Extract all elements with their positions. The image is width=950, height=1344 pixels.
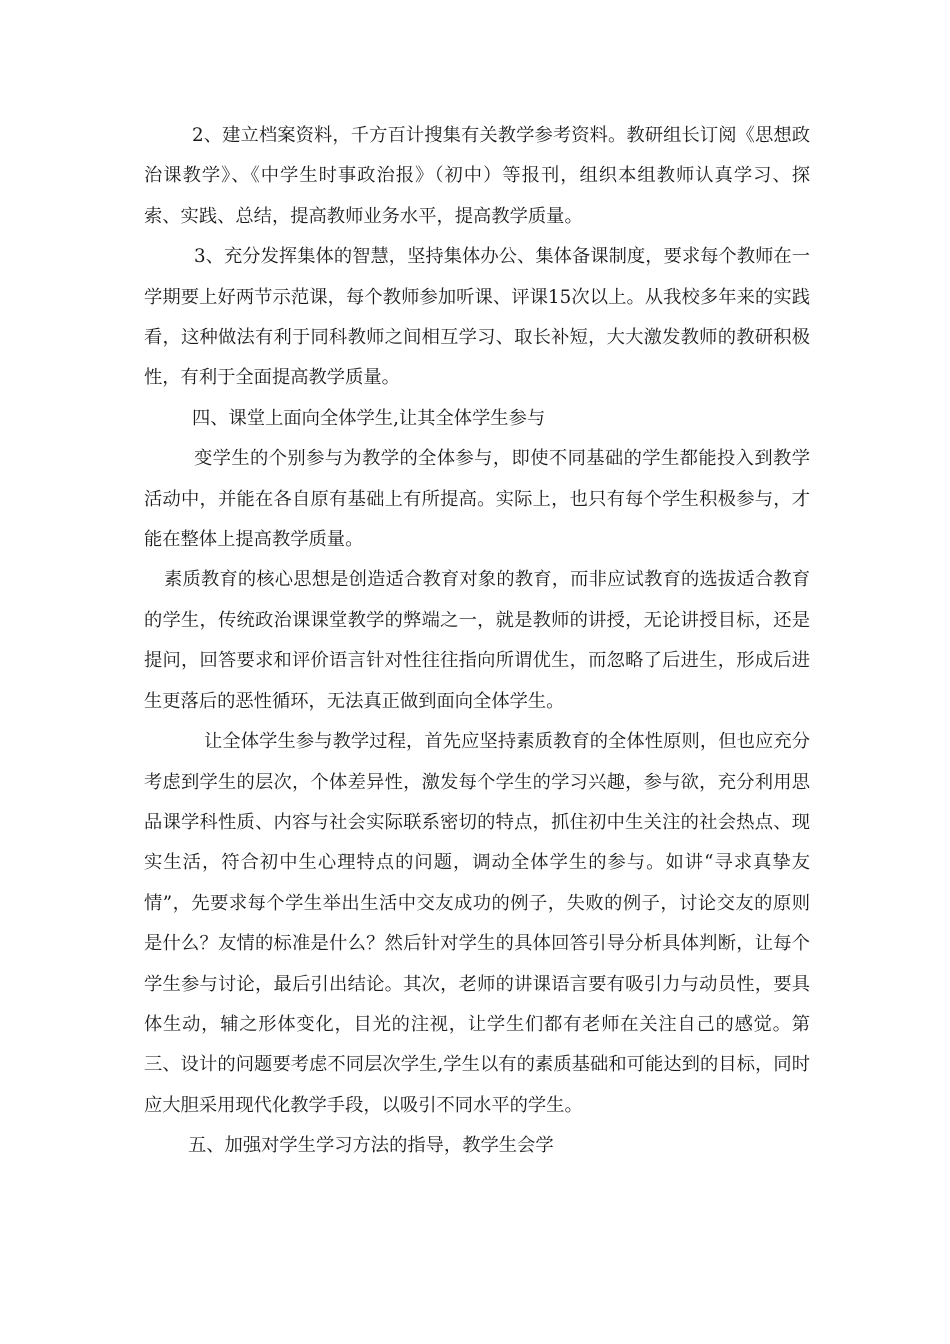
paragraph-archive-materials: 2、建立档案资料，千方百计搜集有关教学参考资料。教研组长订阅《思想政治课教学》、《中学生时事政治报》（初中）等报刊，组织本组教师认真学习、探索、实践、总结，提高教师业务水平，提高教学质量。 bbox=[144, 125, 810, 227]
paragraph-collective-wisdom: 3、充分发挥集体的智慧，坚持集体办公、集体备课制度，要求每个教师在一学期要上好两节示范课，每个教师参加听课、评课15次以上。从我校多年来的实践看，这种做法有利于同科教师之间相互学习、取长补短，大大激发教师的教研积极性，有利于全面提高教学质量。 bbox=[144, 246, 810, 389]
document-body bbox=[144, 116, 810, 1167]
paragraph-quality-education: 素质教育的核心思想是创造适合教育对象的教育，而非应试教育的选拔适合教育的学生，传统政治课课堂教学的弊端之一，就是教师的讲授，无论讲授目标，还是提问，回答要求和评价语言针对性往往指向所谓优生，而忽略了后进生，形成后进生更落后的恶性循环，无法真正做到面向全体学生。 bbox=[144, 569, 810, 712]
paragraph-student-involvement: 让全体学生参与教学过程，首先应坚持素质教育的全体性原则，但也应充分考虑到学生的层次，个体差异性，激发每个学生的学习兴趣，参与欲，充分利用思品课学科性质、内容与社会实际联系密切的特点，抓住初中生关注的社会热点、现实生活，符合初中生心理特点的问题，调动全体学生的参与。如讲“寻求真挚友情”，先要求每个学生举出生活中交友成功的例子，失败的例子，讨论交友的原则是什么？友情的标准是什么？然后针对学生的具体回答引导分析具体判断，让每个学生参与讨论，最后引出结论。其次，老师的讲课语言要有吸引力与动员性，要具体生动，辅之形体变化，目光的注视，让学生们都有老师在关注自己的感觉。第三、设计的问题要考虑不同层次学生,学生以有的素质基础和可能达到的目标，同时应大胆采用现代化教学手段，以吸引不同水平的学生。 bbox=[144, 731, 810, 1116]
section-heading-five: 五、加强对学生学习方法的指导，教学生会学 bbox=[188, 1135, 554, 1157]
section-heading-four: 四、课堂上面向全体学生,让其全体学生参与 bbox=[192, 407, 546, 429]
paragraph-full-participation: 变学生的个别参与为教学的全体参与，即使不同基础的学生都能投入到教学活动中，并能在各自原有基础上有所提高。实际上，也只有每个学生积极参与，才能在整体上提高教学质量。 bbox=[144, 448, 810, 551]
